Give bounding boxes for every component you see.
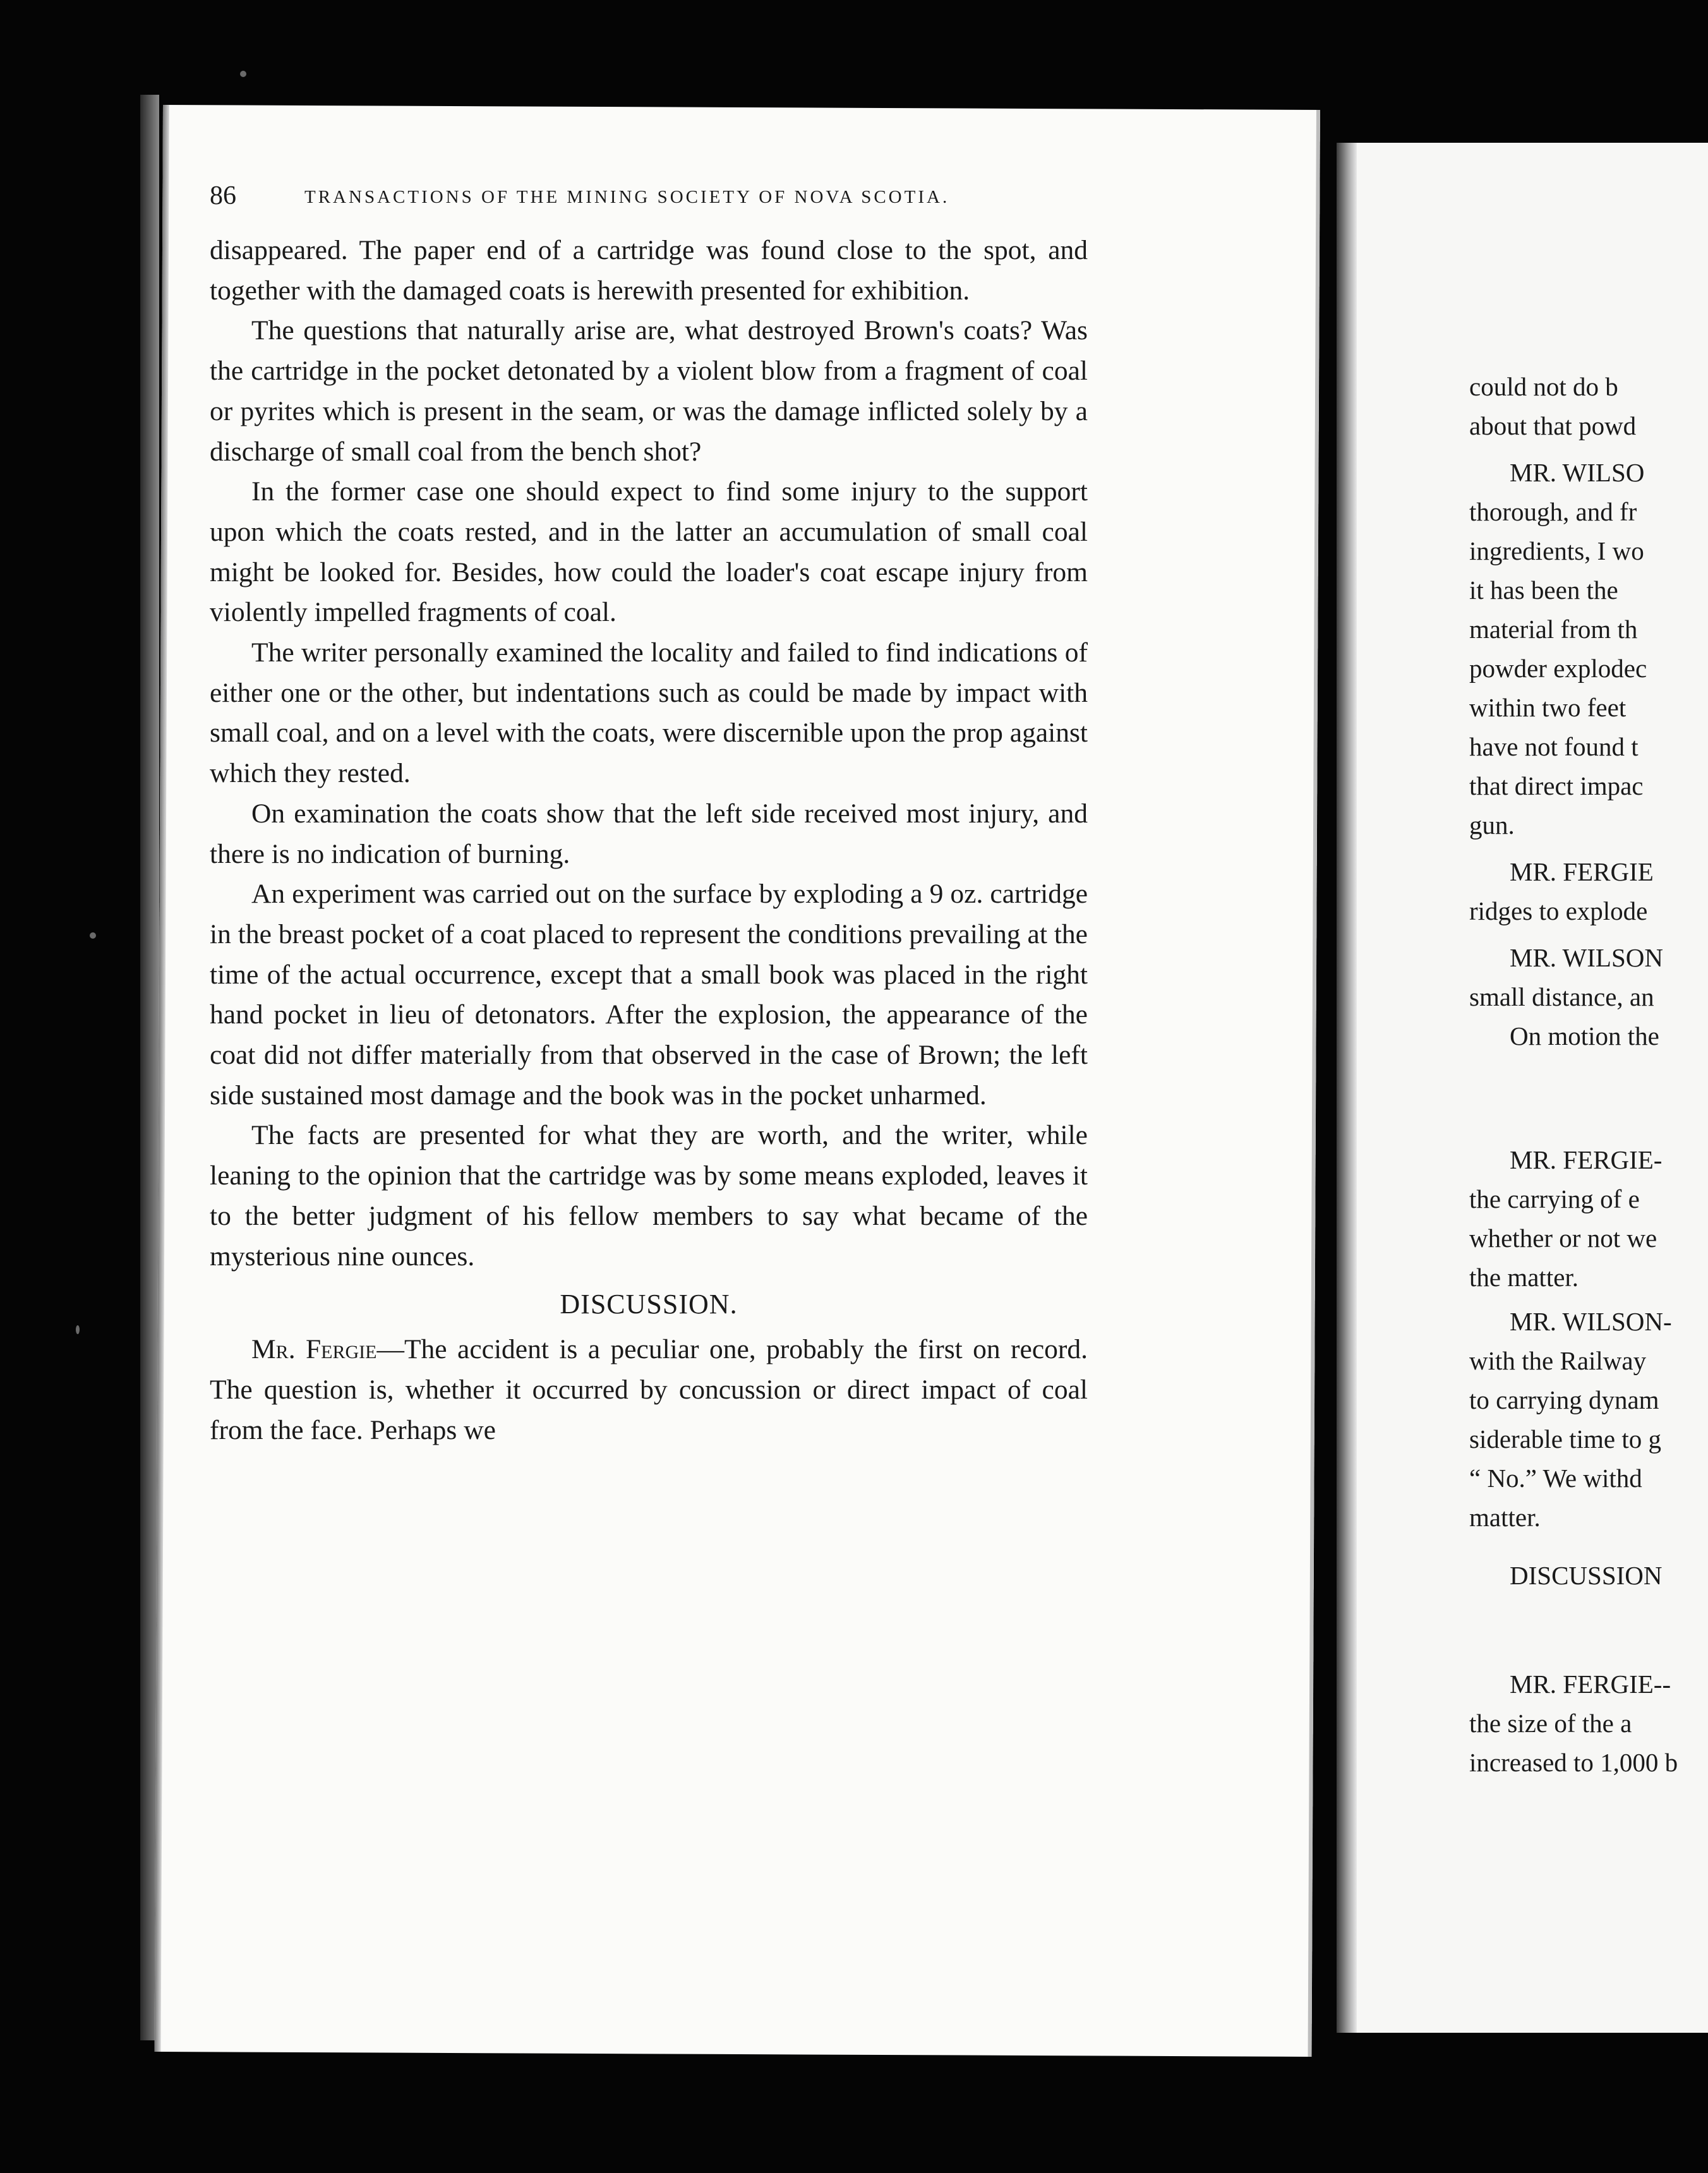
right-line: that direct impac	[1469, 771, 1644, 800]
right-line: with the Railway	[1469, 1346, 1647, 1375]
right-line: the matter.	[1469, 1263, 1579, 1292]
running-head-title: TRANSACTIONS OF THE MINING SOCIETY OF NOVA SCOTIA.	[304, 187, 950, 207]
paragraph-6: An experiment was carried out on the surface by exploding a 9 oz. cartridge in the breast pocket of a coat placed to represent the conditions prevailing at the time of the actual occurrence, except that a small book was placed in the right hand pocket in lieu of detonators. After the explosion, the appearance of the coat did not differ materially from that observed in the case of Brown; the left side sustained most damage and the book was in the pocket unharmed.	[210, 879, 1088, 1111]
right-line: to carrying dynam	[1469, 1385, 1659, 1414]
right-line: the carrying of e	[1469, 1184, 1640, 1213]
right-line: DISCUSSION	[1510, 1561, 1663, 1590]
discussion-speaker: Mr. Fergie	[251, 1334, 377, 1365]
paragraph-1: disappeared. The paper end of a cartridge was found close to the spot, and together with the damaged coats is herewith presented for exhibition.	[210, 235, 1088, 306]
right-line: On motion the	[1510, 1021, 1659, 1050]
right-line: could not do b	[1469, 372, 1618, 401]
right-line: matter.	[1469, 1503, 1541, 1532]
discussion-paragraph	[210, 1330, 1088, 1450]
right-line: ingredients, I wo	[1469, 536, 1644, 565]
right-line: MR. FERGIE-	[1510, 1145, 1663, 1174]
right-line: material from th	[1469, 615, 1638, 644]
right-line: MR. FERGIE--	[1510, 1670, 1671, 1699]
right-line: “ No.” We withd	[1469, 1464, 1642, 1493]
left-page-text	[210, 231, 1088, 1450]
right-line: small distance, an	[1469, 982, 1654, 1011]
dust-speck	[240, 71, 246, 77]
right-line: about that powd	[1469, 411, 1637, 440]
page-number: 86	[210, 181, 236, 210]
right-line: ridges to explode	[1469, 896, 1648, 925]
paragraph-5: On examination the coats show that the left side received most injury, and there is no indication of burning.	[210, 798, 1088, 869]
right-line: siderable time to g	[1469, 1424, 1661, 1454]
discussion-text: —The accident is a peculiar one, probably the first on record. The question is, whether it occurred by concussion or direct impact of coal from the face. Perhaps we	[210, 1334, 1088, 1445]
right-line: thorough, and fr	[1469, 497, 1637, 526]
right-page-text	[1469, 368, 1708, 1783]
paragraph-7: The facts are presented for what they are worth, and the writer, while leaning to the opinion that the cartridge was by some means exploded, leaves it to the better judgment of his fellow members to say what became of the mysterious nine ounces.	[210, 1120, 1088, 1272]
discussion-heading: DISCUSSION.	[560, 1289, 738, 1320]
right-line: within two feet	[1469, 693, 1627, 722]
page-gutter	[1337, 143, 1357, 2033]
running-head	[210, 181, 1170, 219]
right-line: the size of the a	[1469, 1709, 1632, 1738]
right-line: MR. WILSON-	[1510, 1307, 1672, 1336]
right-line: whether or not we	[1469, 1224, 1657, 1253]
right-line: have not found t	[1469, 732, 1639, 761]
dust-speck	[76, 1325, 80, 1334]
paragraph-3: In the former case one should expect to find some injury to the support upon which the coats rested, and in the latter an accumulation of small coal might be looked for. Besides, how could the loader's coat escape injury from violently impelled fragments of coal.	[210, 476, 1088, 628]
right-line: MR. FERGIE	[1510, 857, 1654, 886]
paragraph-4: The writer personally examined the locality and failed to find indications of either one or the other, but indentations such as could be made by impact with small coal, and on a level with the coats, were discernible upon the prop against which they rested.	[210, 637, 1088, 789]
right-line: powder explodec	[1469, 654, 1647, 683]
right-line: gun.	[1469, 810, 1515, 840]
right-line: increased to 1,000 b	[1469, 1748, 1678, 1777]
paragraph-2: The questions that naturally arise are, what destroyed Brown's coats? Was the cartridge in the pocket detonated by a violent blow from a fragment of coal or pyrites which is present in the seam, or was the damage inflicted solely by a discharge of small coal from the bench shot?	[210, 315, 1088, 467]
dust-speck	[90, 932, 96, 939]
right-line: it has been the	[1469, 575, 1618, 605]
right-line: MR. WILSO	[1510, 458, 1645, 487]
right-line: MR. WILSON	[1510, 943, 1663, 972]
